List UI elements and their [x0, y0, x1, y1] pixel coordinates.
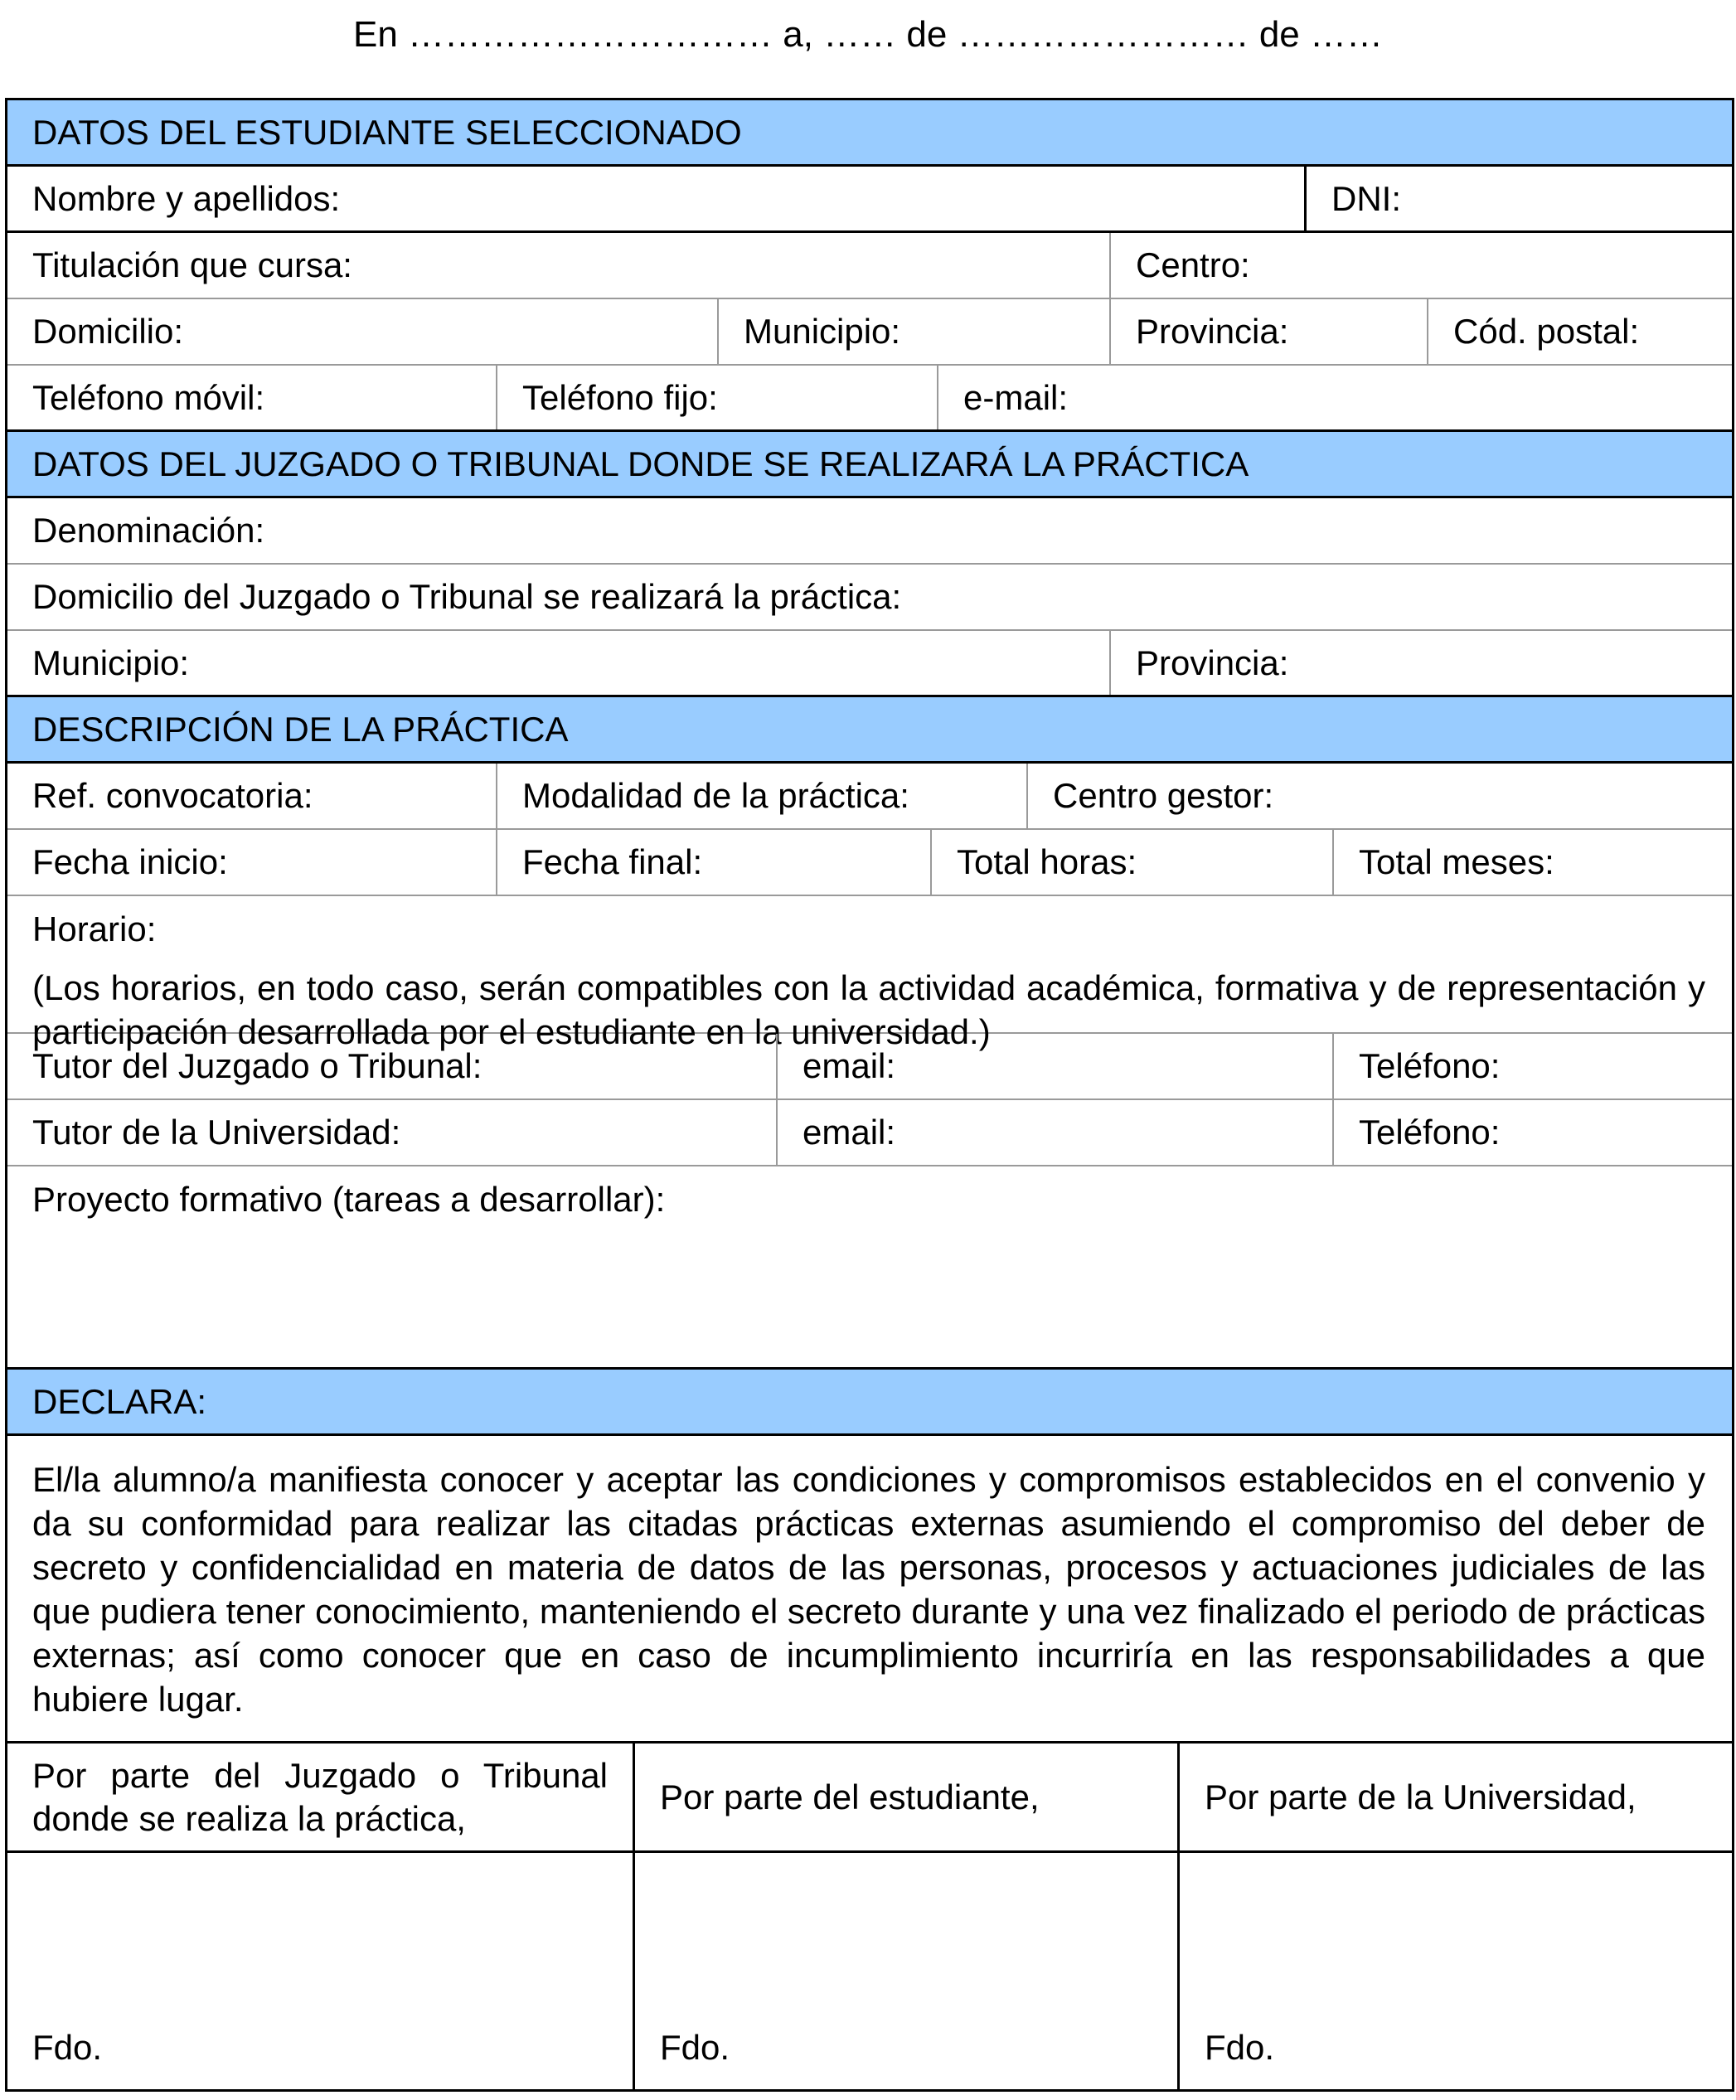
court-signature-label: Por parte del Juzgado o Tribunal donde se realiza la práctica, [7, 1744, 635, 1850]
court-address-field[interactable]: Domicilio del Juzgado o Tribunal se realizará la práctica: [32, 577, 902, 616]
practice-form [5, 98, 1734, 2092]
student-name-field[interactable]: Nombre y apellidos: [7, 167, 1307, 230]
schedule-row [7, 896, 1732, 1051]
student-postal-code-field[interactable]: Cód. postal: [1453, 312, 1640, 351]
student-contact-row [7, 366, 1732, 432]
student-name-row [7, 167, 1732, 233]
signature-row [7, 1853, 1732, 2089]
call-ref-field[interactable]: Ref. convocatoria: [7, 764, 497, 828]
court-denomination-field[interactable]: Denominación: [32, 511, 265, 550]
university-tutor-phone-field[interactable]: Teléfono: [1359, 1113, 1501, 1152]
court-location-row [7, 631, 1732, 697]
court-province-field[interactable]: Provincia: [1136, 643, 1289, 682]
court-tutor-email-field[interactable]: email: [778, 1034, 1334, 1098]
declare-section-title: DECLARA: [32, 1381, 207, 1421]
total-hours-field[interactable]: Total horas: [932, 830, 1334, 895]
practice-ref-row [7, 764, 1732, 830]
student-center-field[interactable]: Centro: [1136, 245, 1250, 284]
declare-text-row [7, 1436, 1732, 1744]
student-signature-label: Por parte del estudiante, [635, 1744, 1180, 1850]
court-tutor-phone-field[interactable]: Teléfono: [1359, 1046, 1501, 1085]
court-address-row [7, 565, 1732, 631]
signature-header-row [7, 1744, 1732, 1853]
practice-section-title: DESCRIPCIÓN DE LA PRÁCTICA [32, 709, 569, 749]
court-tutor-field[interactable]: Tutor del Juzgado o Tribunal: [7, 1034, 778, 1098]
student-section-title: DATOS DEL ESTUDIANTE SELECCIONADO [32, 112, 742, 152]
start-date-field[interactable]: Fecha inicio: [7, 830, 497, 895]
court-denomination-row [7, 498, 1732, 565]
student-address-row [7, 299, 1732, 366]
managing-center-field[interactable]: Centro gestor: [1053, 776, 1274, 815]
student-email-field[interactable]: e-mail: [963, 377, 1069, 417]
court-municipality-field[interactable]: Municipio: [7, 631, 1111, 695]
court-section-title: DATOS DEL JUZGADO O TRIBUNAL DONDE SE REALIZARÁ LA PRÁCTICA [32, 444, 1249, 483]
modality-field[interactable]: Modalidad de la práctica: [497, 764, 1028, 828]
university-tutor-email-field[interactable]: email: [778, 1100, 1334, 1165]
court-tutor-row [7, 1034, 1732, 1100]
schedule-block[interactable] [7, 896, 1732, 1054]
student-province-field[interactable]: Provincia: [1111, 299, 1428, 364]
date-line: En ………………………… a, …… de …………………… de …… [353, 14, 1383, 55]
court-section-header [7, 432, 1732, 498]
university-tutor-row [7, 1100, 1732, 1166]
student-address-field[interactable]: Domicilio: [7, 299, 719, 364]
student-signature-box[interactable]: Fdo. [635, 1853, 1180, 2089]
practice-dates-row [7, 830, 1732, 896]
practice-section-header [7, 697, 1732, 764]
project-field[interactable]: Proyecto formativo (tareas a desarrollar): [32, 1180, 666, 1219]
student-degree-field[interactable]: Titulación que cursa: [7, 233, 1111, 298]
end-date-field[interactable]: Fecha final: [497, 830, 932, 895]
university-signature-box[interactable]: Fdo. [1205, 2028, 1275, 2067]
court-signature-box[interactable]: Fdo. [7, 1853, 635, 2089]
university-signature-label: Por parte de la Universidad, [1205, 1777, 1637, 1816]
declare-section-header [7, 1370, 1732, 1436]
student-municipality-field[interactable]: Municipio: [719, 299, 1111, 364]
university-tutor-field[interactable]: Tutor de la Universidad: [7, 1100, 778, 1165]
total-months-field[interactable]: Total meses: [1359, 842, 1554, 881]
declare-text: El/la alumno/a manifiesta conocer y aceptar las condiciones y compromisos establecidos en el convenio y da su conformidad para realizar las citadas prácticas externas asumiendo el compromiso del deber de secreto y confidencialidad en materia de datos de las personas, procesos y actuaciones judiciales de las que pudiera tener conocimiento, manteniendo el secreto durante y una vez finalizado el periodo de prácticas externas; así como conocer que en caso de incumplimiento incurriría en las responsabilidades a que hubiere lugar. [32, 1460, 1705, 1719]
student-section-header [7, 100, 1732, 167]
student-landline-field[interactable]: Teléfono fijo: [497, 366, 938, 429]
schedule-note: (Los horarios, en todo caso, serán compatibles con la actividad académica, formativa y de representación y participación desarrollada por el estudiante en la universidad.) [32, 968, 1705, 1051]
project-row [7, 1166, 1732, 1370]
student-degree-row [7, 233, 1732, 299]
schedule-label: Horario: [32, 909, 157, 948]
student-mobile-field[interactable]: Teléfono móvil: [7, 366, 497, 429]
student-dni-field[interactable]: DNI: [1331, 178, 1401, 218]
